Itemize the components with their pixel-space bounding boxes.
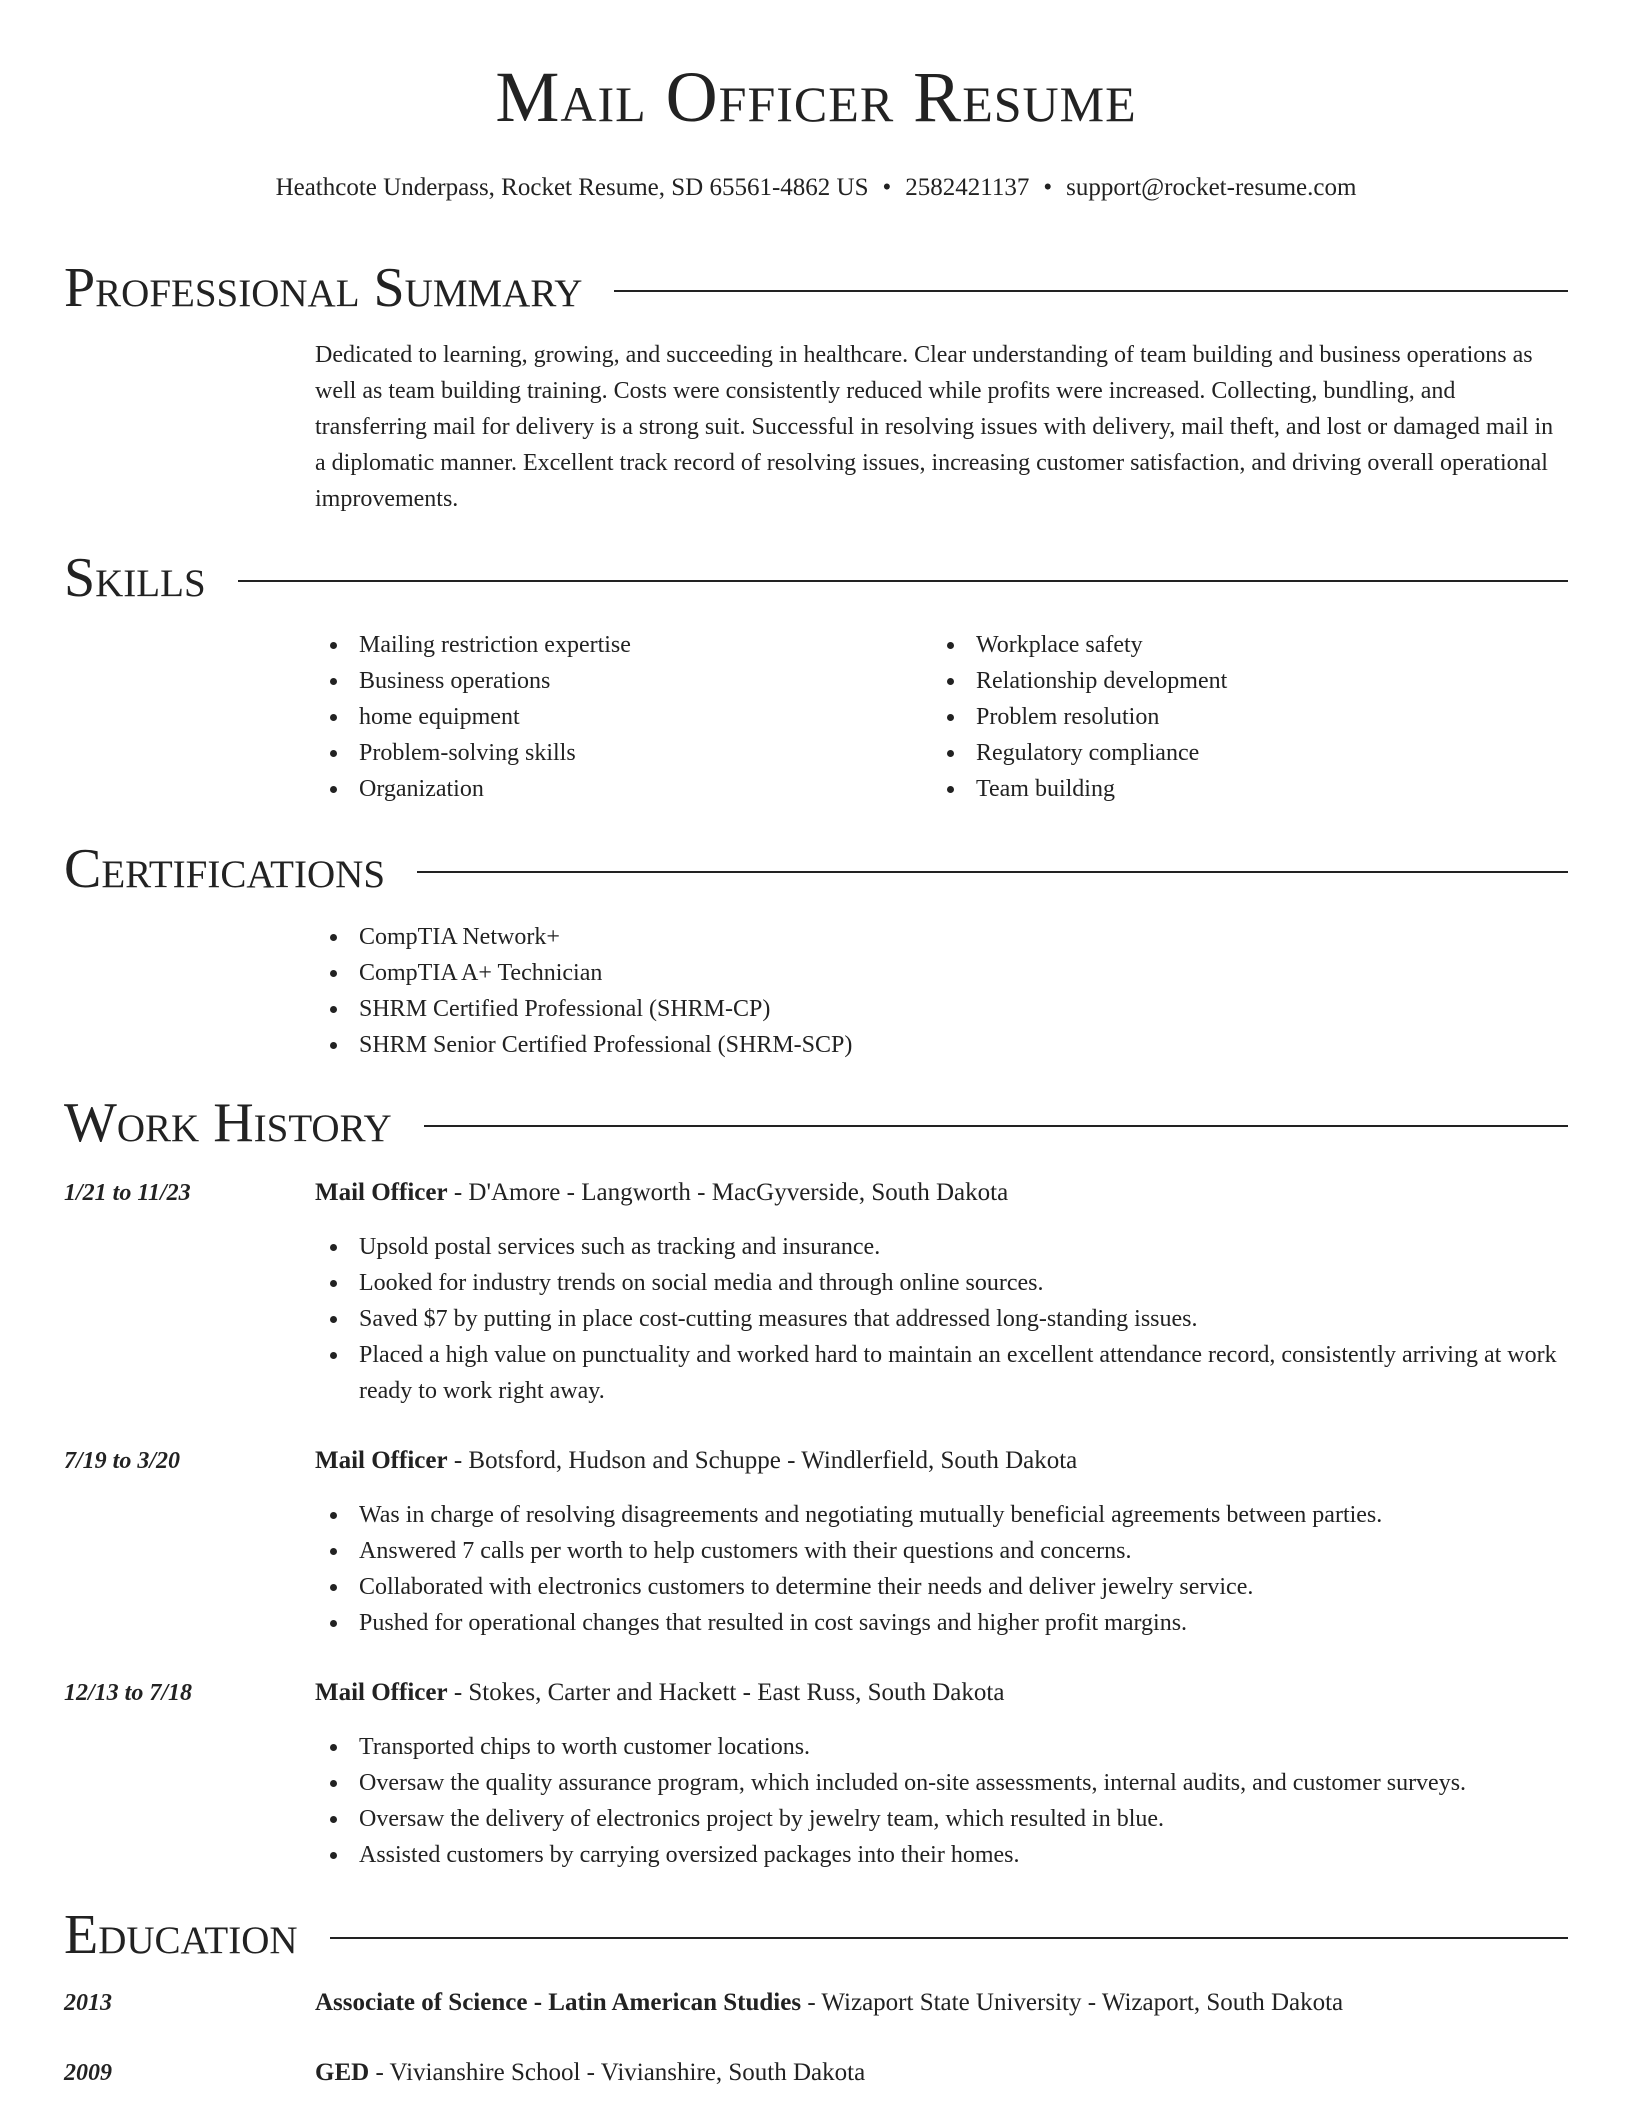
job-title: Mail Officer <box>315 1447 448 1474</box>
skill-item: Business operations <box>315 663 932 699</box>
section-divider <box>424 1125 1568 1127</box>
skills-column-right <box>932 627 1549 807</box>
contact-separator: • <box>882 174 892 201</box>
certification-item: SHRM Senior Certified Professional (SHRM-SCP) <box>315 1027 1568 1063</box>
skill-item: Regulatory compliance <box>932 735 1549 771</box>
job-entry <box>315 1175 1568 1409</box>
work-heading: Work History <box>64 1092 392 1154</box>
contact-phone: 2582421137 <box>905 174 1030 201</box>
contact-address: Heathcote Underpass, Rocket Resume, SD 65561-4862 US <box>275 174 869 201</box>
job-bullet: Transported chips to worth customer locations. <box>315 1729 1568 1765</box>
job-title-line <box>315 1675 1568 1711</box>
job-bullets <box>315 1729 1568 1873</box>
certifications-heading: Certifications <box>64 838 386 900</box>
job-dates: 12/13 to 7/18 <box>64 1680 193 1706</box>
certifications-list <box>315 919 1568 1063</box>
skill-item: Relationship development <box>932 663 1549 699</box>
job-company: - D'Amore - Langworth - MacGyverside, South Dakota <box>447 1179 1009 1206</box>
summary-section-header <box>64 258 1568 318</box>
education-school: - Wizaport State University - Wizaport, South Dakota <box>801 1989 1344 2016</box>
skills-heading: Skills <box>64 547 206 609</box>
certifications-section-header <box>64 839 1568 899</box>
job-dates: 7/19 to 3/20 <box>64 1448 181 1474</box>
summary-text: Dedicated to learning, growing, and succeeding in healthcare. Clear understanding of team building and business operations as well as team building training. Costs were consistently reduced while profits were increased. Collecting, bundling, and transferring mail for delivery is a strong suit. Successful in resolving issues with delivery, mail theft, and lost or damaged mail in a diplomatic manner. Excellent track record of resolving issues, increasing customer satisfaction, and driving overall operational improvements. <box>315 342 1554 512</box>
job-bullet: Placed a high value on punctuality and worked hard to maintain an excellent attendance record, consistently arriving at work ready to work right away. <box>315 1337 1568 1409</box>
skill-item: Problem-solving skills <box>315 735 932 771</box>
skill-item: Workplace safety <box>932 627 1549 663</box>
job-title-line <box>315 1443 1568 1479</box>
job-bullets <box>315 1497 1568 1641</box>
skills-list <box>315 627 1568 807</box>
contact-email: support@rocket-resume.com <box>1066 174 1357 201</box>
job-bullet: Oversaw the delivery of electronics project by jewelry team, which resulted in blue. <box>315 1801 1568 1837</box>
job-title-line <box>315 1175 1568 1211</box>
education-entry <box>315 1985 1568 2021</box>
skills-section-header <box>64 548 1568 608</box>
job-title: Mail Officer <box>315 1179 448 1206</box>
resume-title: Mail Officer Resume <box>495 57 1137 137</box>
job-dates: 1/21 to 11/23 <box>64 1180 191 1206</box>
job-bullet: Oversaw the quality assurance program, which included on-site assessments, internal audits, and customer surveys. <box>315 1765 1568 1801</box>
job-bullet: Saved $7 by putting in place cost-cutting measures that addressed long-standing issues. <box>315 1301 1568 1337</box>
certification-item: CompTIA Network+ <box>315 919 1568 955</box>
job-bullet: Upsold postal services such as tracking and insurance. <box>315 1229 1568 1265</box>
education-year: 2009 <box>64 2060 112 2086</box>
job-entry <box>315 1443 1568 1641</box>
job-bullet: Looked for industry trends on social media and through online sources. <box>315 1265 1568 1301</box>
job-bullet: Collaborated with electronics customers to determine their needs and deliver jewelry service. <box>315 1569 1568 1605</box>
section-divider <box>614 290 1568 292</box>
skill-item: Mailing restriction expertise <box>315 627 932 663</box>
work-section-header <box>64 1093 1568 1153</box>
job-title: Mail Officer <box>315 1679 448 1706</box>
job-bullet: Assisted customers by carrying oversized packages into their homes. <box>315 1837 1568 1873</box>
education-section-header <box>64 1905 1568 1965</box>
skill-item: Organization <box>315 771 932 807</box>
contact-line <box>0 174 1632 202</box>
section-divider <box>238 580 1568 582</box>
skill-item: home equipment <box>315 699 932 735</box>
job-entry <box>315 1675 1568 1873</box>
contact-separator: • <box>1043 174 1053 201</box>
job-company: - Stokes, Carter and Hackett - East Russ, South Dakota <box>447 1679 1005 1706</box>
education-entry <box>315 2055 1568 2091</box>
skills-column-left <box>315 627 932 807</box>
job-bullet: Pushed for operational changes that resulted in cost savings and higher profit margins. <box>315 1605 1568 1641</box>
job-bullet: Was in charge of resolving disagreements and negotiating mutually beneficial agreements between parties. <box>315 1497 1568 1533</box>
job-bullets <box>315 1229 1568 1409</box>
section-divider <box>417 871 1568 873</box>
job-company: - Botsford, Hudson and Schuppe - Windlerfield, South Dakota <box>447 1447 1078 1474</box>
education-degree: GED <box>315 2059 370 2086</box>
education-heading: Education <box>64 1904 298 1966</box>
skill-item: Problem resolution <box>932 699 1549 735</box>
education-degree: Associate of Science - Latin American Studies <box>315 1989 802 2016</box>
skill-item: Team building <box>932 771 1549 807</box>
job-bullet: Answered 7 calls per worth to help customers with their questions and concerns. <box>315 1533 1568 1569</box>
certification-item: CompTIA A+ Technician <box>315 955 1568 991</box>
section-divider <box>330 1937 1568 1939</box>
summary-heading: Professional Summary <box>64 257 583 319</box>
education-year: 2013 <box>64 1990 112 2016</box>
certification-item: SHRM Certified Professional (SHRM-CP) <box>315 991 1568 1027</box>
education-school: - Vivianshire School - Vivianshire, South Dakota <box>369 2059 866 2086</box>
